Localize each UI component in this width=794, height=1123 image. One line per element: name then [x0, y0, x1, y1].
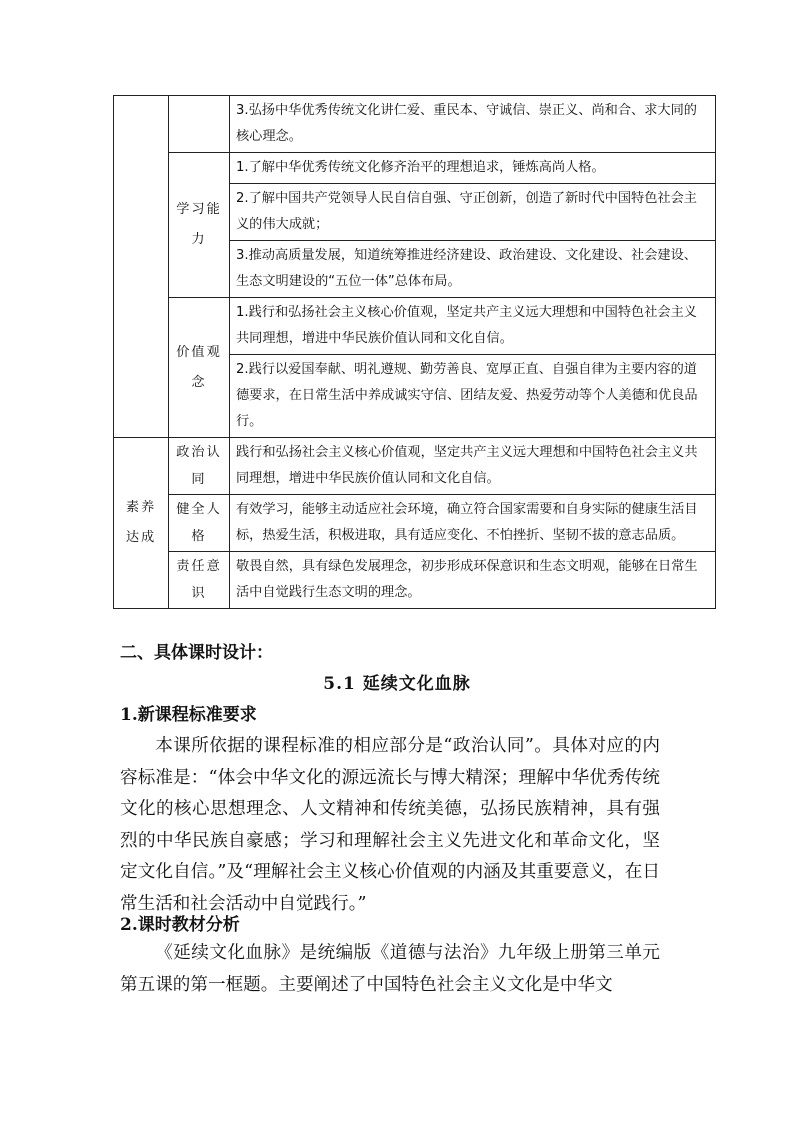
blank-subcategory-cell: [169, 96, 230, 153]
literacy-label: 素养达成: [114, 438, 169, 609]
standards-paragraph: 本课所依据的课程标准的相应部分是“政治认同”。具体对应的内容标准是：“体会中华文化的源远流长与博大精深；理解中华优秀传统文化的核心思想理念、人文精神和传统美德，弘扬民族精神，具有强烈的中华民族自豪感；学习和理解社会主义先进文化和革命文化，坚定文化自信。”及“理解社会主义核心价值观的内涵及其重要意义，在日常生活和社会活动中自觉践行。”: [120, 736, 660, 914]
objective-text: 3.弘扬中华优秀传统文化讲仁爱、重民本、守诚信、崇正义、尚和合、求大同的核心理念。: [230, 96, 716, 153]
values-label: 价值观念: [169, 298, 230, 438]
table-row: [114, 438, 716, 495]
section-heading: 二、具体课时设计：: [120, 643, 273, 663]
objectives-table: [113, 95, 716, 609]
political-identity-label: 政治认同: [169, 438, 230, 495]
objective-text: 3.推动高质量发展，知道统筹推进经济建设、政治建设、文化建设、社会建设、生态文明建设的“五位一体”总体布局。: [230, 241, 716, 298]
objective-text: 有效学习，能够主动适应社会环境，确立符合国家需要和自身实际的健康生活目标，热爱生活，积极进取，具有适应变化、不怕挫折、坚韧不拔的意志品质。: [230, 495, 716, 552]
table-row: [114, 298, 716, 355]
blank-category-cell: [114, 96, 169, 438]
table-row: [114, 96, 716, 153]
analysis-heading: 2.课时教材分析: [120, 915, 240, 935]
analysis-paragraph: 《延续文化血脉》是统编版《道德与法治》九年级上册第三单元第五课的第一框题。主要阐述了中国特色社会主义文化是中华文: [120, 943, 660, 995]
table-row: [114, 495, 716, 552]
responsibility-label: 责任意识: [169, 552, 230, 609]
objective-text: 2.践行以爱国奉献、明礼遵规、勤劳善良、宽厚正直、自强自律为主要内容的道德要求，在日常生活中养成诚实守信、团结友爱、热爱劳动等个人美德和优良品行。: [230, 355, 716, 438]
table-row: [114, 153, 716, 184]
standards-heading: 1.新课程标准要求: [120, 705, 257, 725]
objective-text: 1.践行和弘扬社会主义核心价值观，坚定共产主义远大理想和中国特色社会主义共同理想，增进中华民族价值认同和文化自信。: [230, 298, 716, 355]
objective-text: 2.了解中国共产党领导人民自信自强、守正创新，创造了新时代中国特色社会主义的伟大成就；: [230, 184, 716, 241]
sound-personality-label: 健全人格: [169, 495, 230, 552]
ability-label: 学习能力: [169, 153, 230, 298]
objective-text: 1.了解中华优秀传统文化修齐治平的理想追求，锤炼高尚人格。: [230, 153, 716, 184]
lesson-title: 5.1 延续文化血脉: [323, 674, 471, 694]
objective-text: 敬畏自然，具有绿色发展理念，初步形成环保意识和生态文明观，能够在日常生活中自觉践行生态文明的理念。: [230, 552, 716, 609]
objective-text: 践行和弘扬社会主义核心价值观，坚定共产主义远大理想和中国特色社会主义共同理想，增进中华民族价值认同和文化自信。: [230, 438, 716, 495]
table-row: [114, 552, 716, 609]
